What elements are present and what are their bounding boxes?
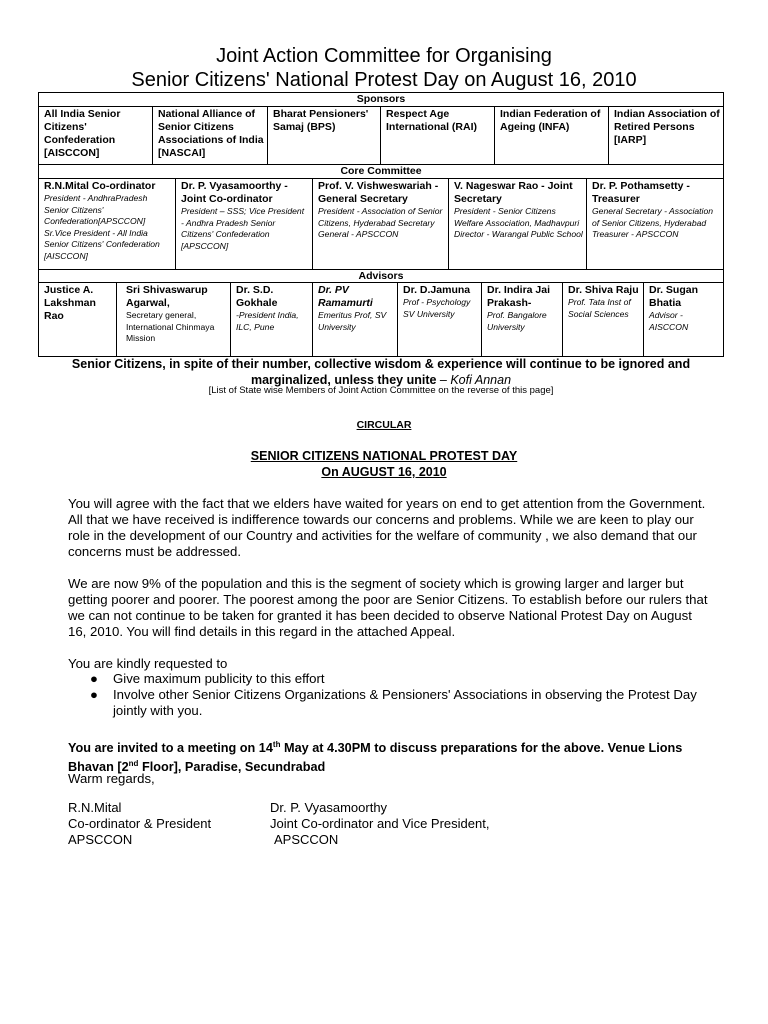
circular-label: CIRCULAR (356, 419, 412, 431)
sponsor-cell (381, 107, 495, 164)
member-role: President - Association of Senior Citizens, Hyderabad Secretary General - APSCCON (318, 206, 443, 239)
signatory-name: Dr. P. Vyasamoorthy (270, 800, 388, 815)
signature-block (68, 800, 211, 848)
advisors-heading: Advisors (358, 270, 404, 282)
request-list (68, 671, 708, 719)
advisor-role: Emeritus Prof, SV University (318, 310, 387, 332)
closing-regards: Warm regards, (68, 771, 155, 786)
committee-member-cell (39, 179, 176, 269)
quote-block (38, 356, 724, 388)
sponsor-cell (268, 107, 381, 164)
signatory-title: Joint Co-ordinator and Vice President, (270, 816, 490, 831)
signatory-title: Co-ordinator & President (68, 816, 212, 831)
advisors-row (39, 283, 723, 357)
body-paragraph: We are now 9% of the population and this is the segment of society which is growing larger and larger but getting poorer and poorer. The poorest among the poor are Senior Citizens. To establish before our rulers that we can not continue to be taken for granted it has been decided to observe National Protest Day on August 16, 2010. You will find details in this regard in the attached Appeal. (68, 576, 708, 639)
document-title-line2: Senior Citizens' National Protest Day on August 16, 2010 (131, 69, 637, 91)
list-item-text: Involve other Senior Citizens Organizations & Pensioners' Associations in observing the Protest Day jointly with you. (113, 687, 697, 718)
sponsor-name: Respect Age International (RAI) (386, 108, 477, 133)
member-role: President - AndhraPradesh Senior Citizens' Confederation[APSCCON] Sr.Vice President - All India Senior Citizens' Confederation [AISCCON] (44, 193, 160, 261)
advisor-cell (563, 283, 644, 357)
sponsor-name: Bharat Pensioners' Samaj (BPS) (273, 108, 369, 133)
member-name: Dr. P. Pothamsetty - Treasurer (592, 180, 690, 205)
reverse-page-note: [List of State wise Members of Joint Action Committee on the reverse of this page] (208, 385, 554, 396)
sponsor-cell (495, 107, 609, 164)
subject-line1: SENIOR CITIZENS NATIONAL PROTEST DAY (250, 449, 518, 463)
quote-line2: marginalized, unless they unite (250, 373, 437, 387)
advisor-name: Sri Shivaswarup Agarwal, (126, 284, 208, 309)
member-name: Dr. P. Vyasamoorthy - Joint Co-ordinator (181, 180, 288, 205)
meeting-invitation (68, 737, 718, 775)
advisor-cell (231, 283, 313, 357)
sponsor-name: All India Senior Citizens' Confederation [AISCCON] (44, 108, 121, 159)
subject-line2: On AUGUST 16, 2010 (321, 465, 447, 479)
document-title-line1: Joint Action Committee for Organising (216, 45, 552, 67)
signatory-org: APSCCON (274, 832, 339, 847)
committee-member-cell (587, 179, 723, 269)
request-line: You are kindly requested to (68, 656, 228, 671)
quote-author: – Kofi Annan (436, 373, 512, 387)
meeting-text: May at 4.30PM to discuss preparations for the above. Venue Lions Bhavan [2 (68, 741, 683, 775)
member-role: President – SSS; Vice President - Andhra Pradesh Senior Citizens' Confederation [APSCCON] (181, 206, 305, 251)
signatory-name: R.N.Mital (68, 800, 122, 815)
advisor-cell (313, 283, 398, 357)
sponsor-name: National Alliance of Senior Citizens Associations of India [NASCAI] (158, 108, 264, 159)
advisor-name: Dr. Sugan Bhatia (649, 284, 699, 309)
sponsor-cell (39, 107, 153, 164)
quote-line1: Senior Citizens, in spite of their number, collective wisdom & experience will continue to be ignored and (71, 357, 691, 371)
member-role: General Secretary - Association of Senior Citizens, Hyderabad Treasurer - APSCCON (592, 206, 714, 239)
core-committee-heading: Core Committee (340, 165, 422, 177)
member-role: President - Senior Citizens Welfare Association, Madhavpuri Director - Warangal Public School (454, 206, 583, 239)
committee-table (38, 92, 724, 357)
signature-block (270, 800, 489, 848)
advisor-role: Prof - Psychology SV University (403, 297, 471, 319)
advisor-cell (398, 283, 482, 357)
sponsors-row (39, 107, 723, 164)
sponsor-cell (153, 107, 268, 164)
advisor-name: Dr. S.D. Gokhale (236, 284, 278, 309)
advisor-cell (117, 283, 231, 357)
signatory-org: APSCCON (68, 832, 133, 847)
sponsor-name: Indian Federation of Ageing (INFA) (500, 108, 601, 133)
advisor-name: Justice A. Lakshman Rao (44, 284, 96, 322)
list-item-text: Give maximum publicity to this effort (113, 671, 325, 686)
meeting-text: Floor], Paradise, Secundrabad (138, 760, 326, 775)
committee-member-cell (176, 179, 313, 269)
advisor-role: Advisor -AISCCON (649, 310, 689, 332)
advisor-name: Dr. PV Ramamurti (318, 284, 373, 309)
committee-member-cell (313, 179, 449, 269)
advisor-name: Dr. Shiva Raju (568, 284, 639, 296)
bullet-icon: ● (90, 671, 98, 686)
meeting-superscript: nd (128, 759, 139, 769)
sponsors-heading: Sponsors (356, 93, 406, 105)
advisor-role: Secretary general, International Chinmaya Mission (126, 310, 215, 343)
advisor-cell (39, 283, 117, 357)
advisor-name: Dr. D.Jamuna (403, 284, 471, 296)
member-name: Prof. V. Vishweswariah - General Secretary (318, 180, 439, 205)
advisor-role: Prof. Tata Inst of Social Sciences (568, 297, 631, 319)
committee-member-cell (449, 179, 587, 269)
advisor-cell (644, 283, 723, 357)
sponsor-cell (609, 107, 723, 164)
advisor-role: Prof. Bangalore University (487, 310, 547, 332)
bullet-icon: ● (90, 687, 98, 702)
meeting-text: You are invited to a meeting on 14 (68, 741, 273, 756)
body-paragraph: You will agree with the fact that we elders have waited for years on end to get attention from the Government. All that we have received is indifference towards our concerns and problems. While we are keen to play our role in the development of our Country and activities for the welfare of community , we also demand that our concerns must be addressed. (68, 496, 706, 559)
sponsor-name: Indian Association of Retired Persons [IARP] (614, 108, 720, 146)
member-name: R.N.Mital Co-ordinator (44, 180, 156, 192)
meeting-superscript: th (272, 740, 281, 749)
member-name: V. Nageswar Rao - Joint Secretary (454, 180, 573, 205)
list-item (90, 671, 708, 687)
list-item (90, 687, 708, 719)
advisor-role: -President India, ILC, Pune (236, 310, 299, 332)
core-committee-row (39, 179, 723, 269)
advisor-name: Dr. Indira Jai Prakash- (487, 284, 551, 309)
advisor-cell (482, 283, 563, 357)
